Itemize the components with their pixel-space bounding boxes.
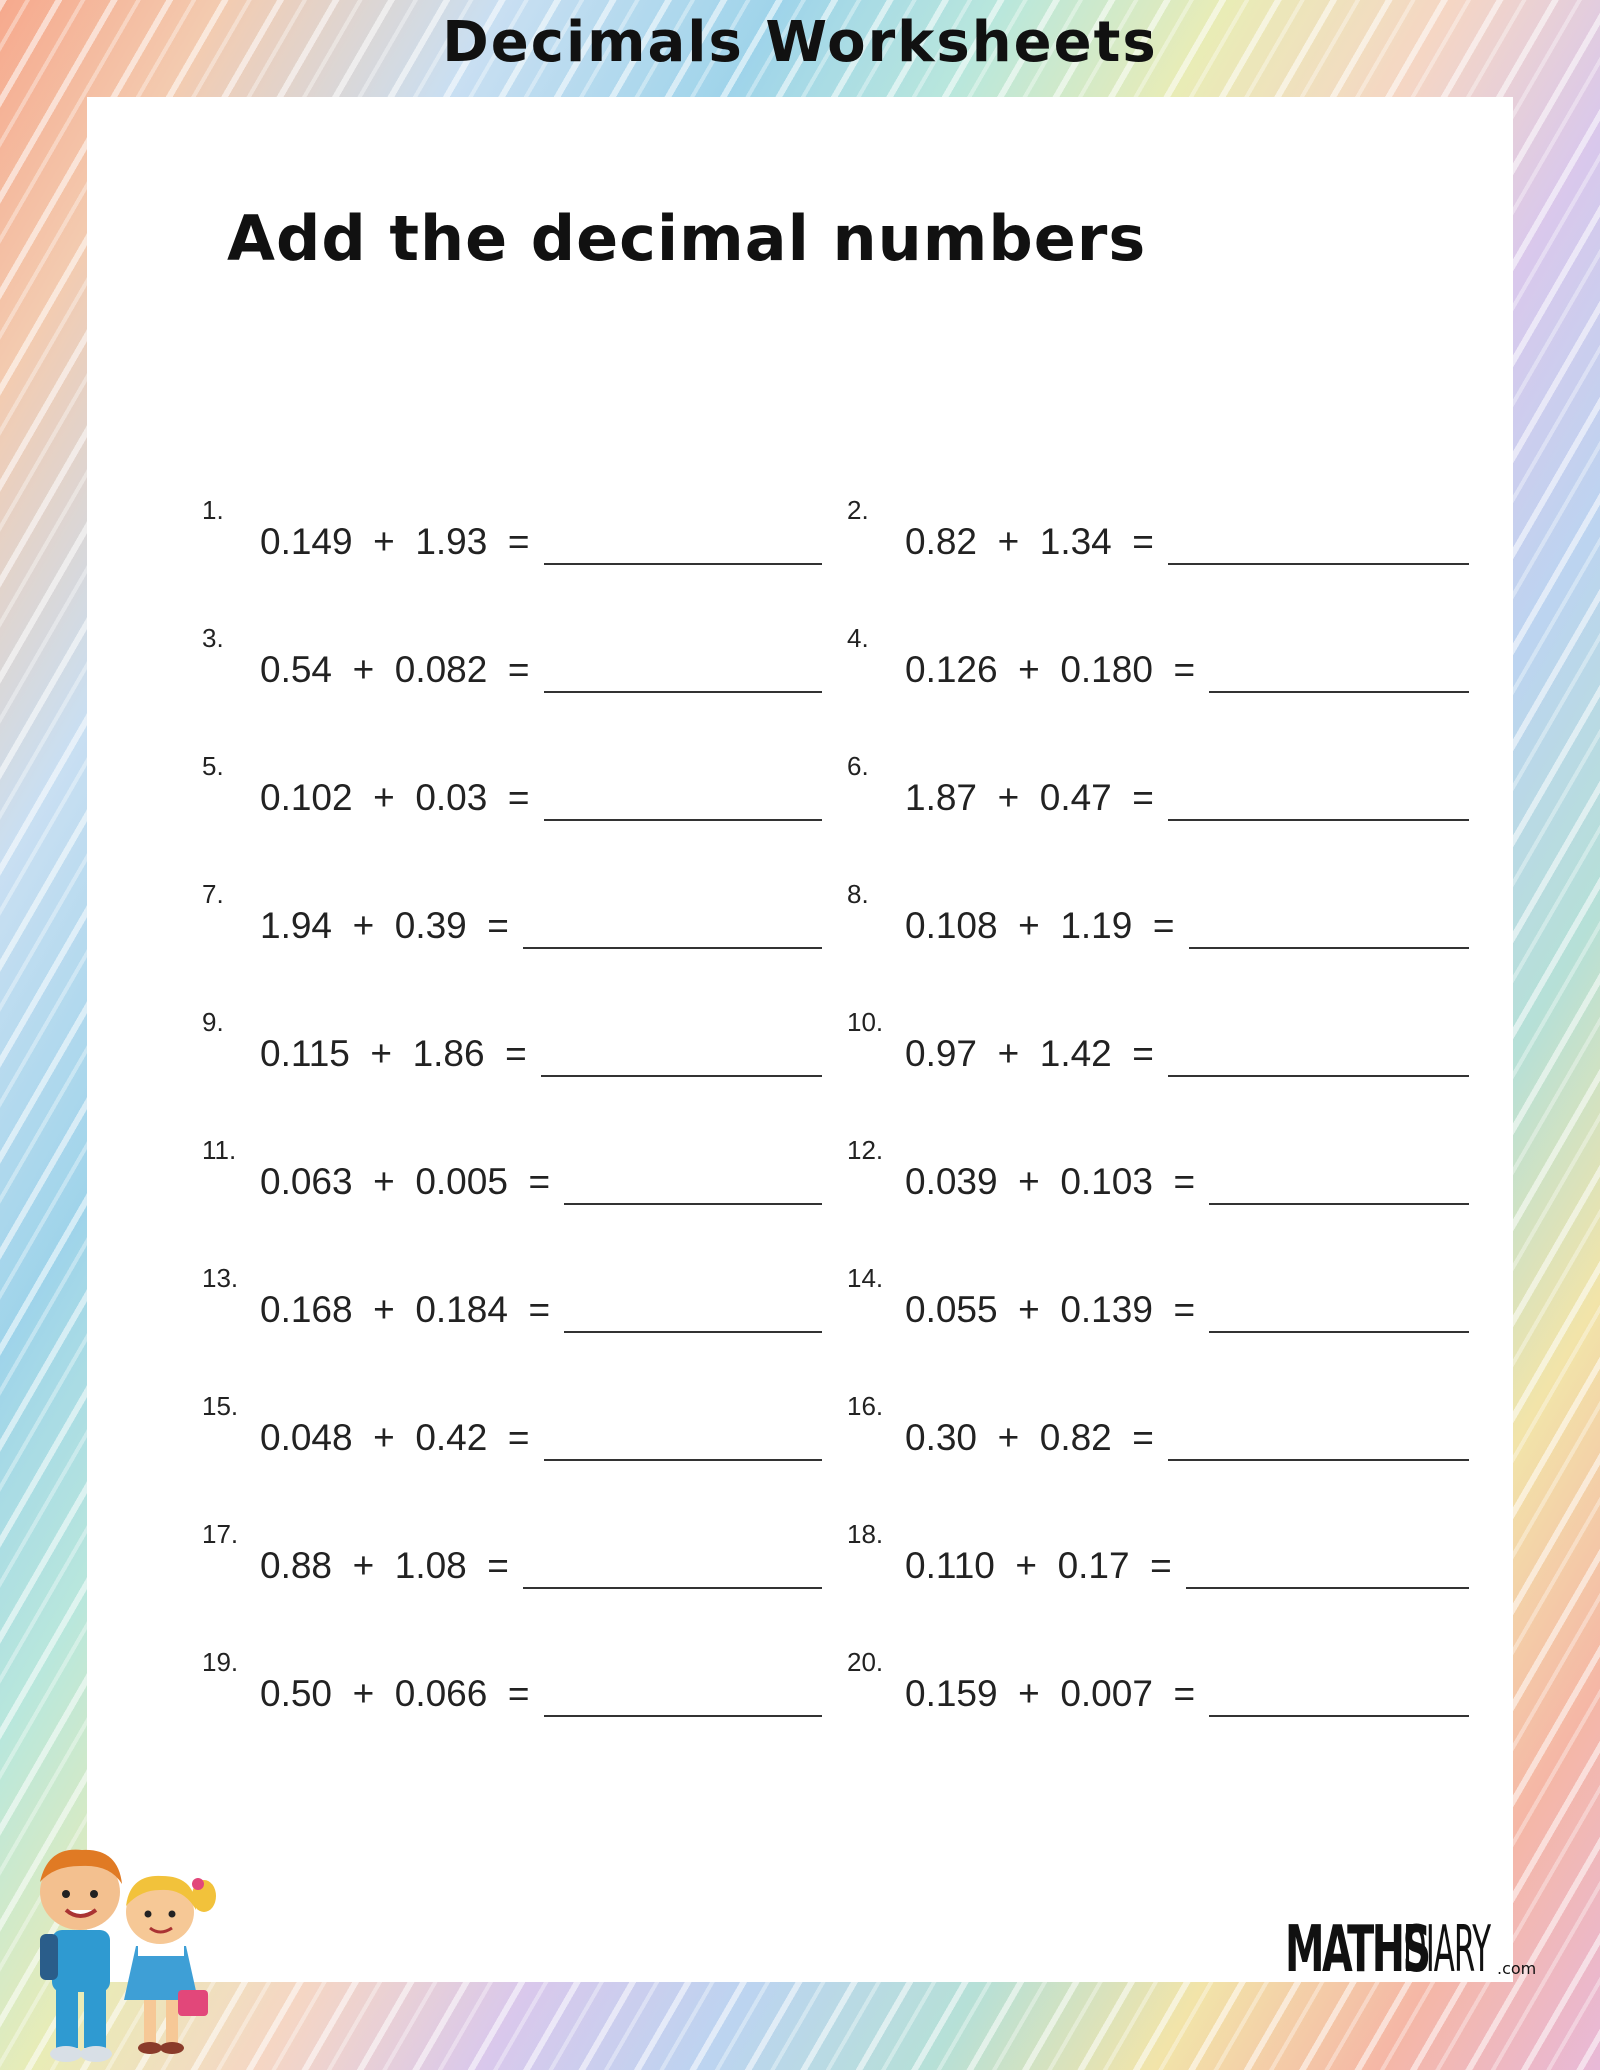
problem-expression: 0.54 + 0.082 = — [260, 649, 530, 690]
problem-expression: 0.126 + 0.180 = — [905, 649, 1196, 690]
problem-number: 1. — [202, 495, 224, 525]
answer-blank[interactable] — [1168, 817, 1469, 821]
answer-blank[interactable] — [1209, 689, 1469, 693]
answer-blank[interactable] — [544, 1713, 823, 1717]
problem-item — [847, 745, 1469, 825]
problem-expression: 0.149 + 1.93 = — [260, 521, 530, 562]
answer-blank[interactable] — [1168, 1073, 1469, 1077]
answer-blank[interactable] — [1168, 561, 1469, 565]
problem-number: 15. — [202, 1391, 239, 1421]
answer-blank[interactable] — [1209, 1329, 1469, 1333]
worksheet-instruction: Add the decimal numbers — [227, 202, 1147, 275]
problem-item — [202, 1641, 822, 1721]
problem-expression: 0.063 + 0.005 = — [260, 1161, 551, 1202]
logo-maths-text: MATHS — [1285, 1913, 1429, 1987]
problem-expression: 0.048 + 0.42 = — [260, 1417, 530, 1458]
problem-expression: 0.50 + 0.066 = — [260, 1673, 530, 1714]
answer-blank[interactable] — [523, 1585, 822, 1589]
page-title: Decimals Worksheets — [442, 10, 1158, 75]
problem-number: 12. — [847, 1135, 884, 1165]
answer-blank[interactable] — [544, 561, 823, 565]
problem-expression: 0.110 + 0.17 = — [905, 1545, 1172, 1586]
problem-item — [847, 1257, 1469, 1337]
problem-number: 9. — [202, 1007, 224, 1037]
problem-item — [202, 1001, 822, 1081]
problem-item — [202, 617, 822, 697]
answer-blank[interactable] — [544, 817, 823, 821]
worksheet-sheet — [87, 97, 1513, 1987]
problem-item — [847, 617, 1469, 697]
problem-expression: 0.102 + 0.03 = — [260, 777, 530, 818]
problem-expression: 0.30 + 0.82 = — [905, 1417, 1154, 1458]
problem-expression: 0.115 + 1.86 = — [260, 1033, 527, 1074]
problem-number: 5. — [202, 751, 224, 781]
problem-item — [202, 745, 822, 825]
problem-expression: 0.108 + 1.19 = — [905, 905, 1175, 946]
problem-item — [847, 1385, 1469, 1465]
answer-blank[interactable] — [1189, 945, 1470, 949]
problem-number: 3. — [202, 623, 224, 653]
answer-blank[interactable] — [523, 945, 822, 949]
answer-blank[interactable] — [564, 1201, 822, 1205]
problem-expression: 0.97 + 1.42 = — [905, 1033, 1154, 1074]
problem-expression: 0.039 + 0.103 = — [905, 1161, 1196, 1202]
problem-item — [847, 1513, 1469, 1593]
problem-number: 4. — [847, 623, 869, 653]
problem-number: 10. — [847, 1007, 884, 1037]
answer-blank[interactable] — [541, 1073, 822, 1077]
answer-blank[interactable] — [1209, 1201, 1469, 1205]
problem-number: 20. — [847, 1647, 884, 1677]
logo-diary-text: DIARY — [1403, 1913, 1491, 1987]
mathsdiary-logo — [1285, 1912, 1537, 1987]
problem-number: 6. — [847, 751, 869, 781]
problem-number: 13. — [202, 1263, 239, 1293]
problem-expression: 1.87 + 0.47 = — [905, 777, 1154, 818]
problem-item — [202, 1513, 822, 1593]
problem-item — [202, 1385, 822, 1465]
problem-item — [202, 873, 822, 953]
answer-blank[interactable] — [1168, 1457, 1469, 1461]
problem-expression: 0.168 + 0.184 = — [260, 1289, 551, 1330]
problem-number: 14. — [847, 1263, 884, 1293]
problem-item — [847, 1641, 1469, 1721]
problem-item — [202, 1257, 822, 1337]
problem-expression: 1.94 + 0.39 = — [260, 905, 509, 946]
problem-number: 19. — [202, 1647, 239, 1677]
problem-number: 17. — [202, 1519, 239, 1549]
problem-number: 16. — [847, 1391, 884, 1421]
answer-blank[interactable] — [544, 1457, 823, 1461]
problem-item — [847, 1129, 1469, 1209]
problem-number: 8. — [847, 879, 869, 909]
problem-item — [202, 1129, 822, 1209]
answer-blank[interactable] — [1186, 1585, 1469, 1589]
two-kids-illustration — [18, 1840, 238, 2070]
problem-number: 7. — [202, 879, 224, 909]
answer-blank[interactable] — [544, 689, 823, 693]
problem-item — [847, 489, 1469, 569]
problem-expression: 0.82 + 1.34 = — [905, 521, 1154, 562]
problem-grid — [87, 97, 1513, 1987]
logo-com-text: .com — [1497, 1959, 1537, 1978]
problem-number: 18. — [847, 1519, 884, 1549]
answer-blank[interactable] — [1209, 1713, 1469, 1717]
problem-item — [202, 489, 822, 569]
problem-expression: 0.055 + 0.139 = — [905, 1289, 1196, 1330]
answer-blank[interactable] — [564, 1329, 822, 1333]
problem-item — [847, 873, 1469, 953]
problem-expression: 0.88 + 1.08 = — [260, 1545, 509, 1586]
problem-number: 11. — [202, 1135, 237, 1165]
problem-expression: 0.159 + 0.007 = — [905, 1673, 1196, 1714]
problem-number: 2. — [847, 495, 869, 525]
problem-item — [847, 1001, 1469, 1081]
